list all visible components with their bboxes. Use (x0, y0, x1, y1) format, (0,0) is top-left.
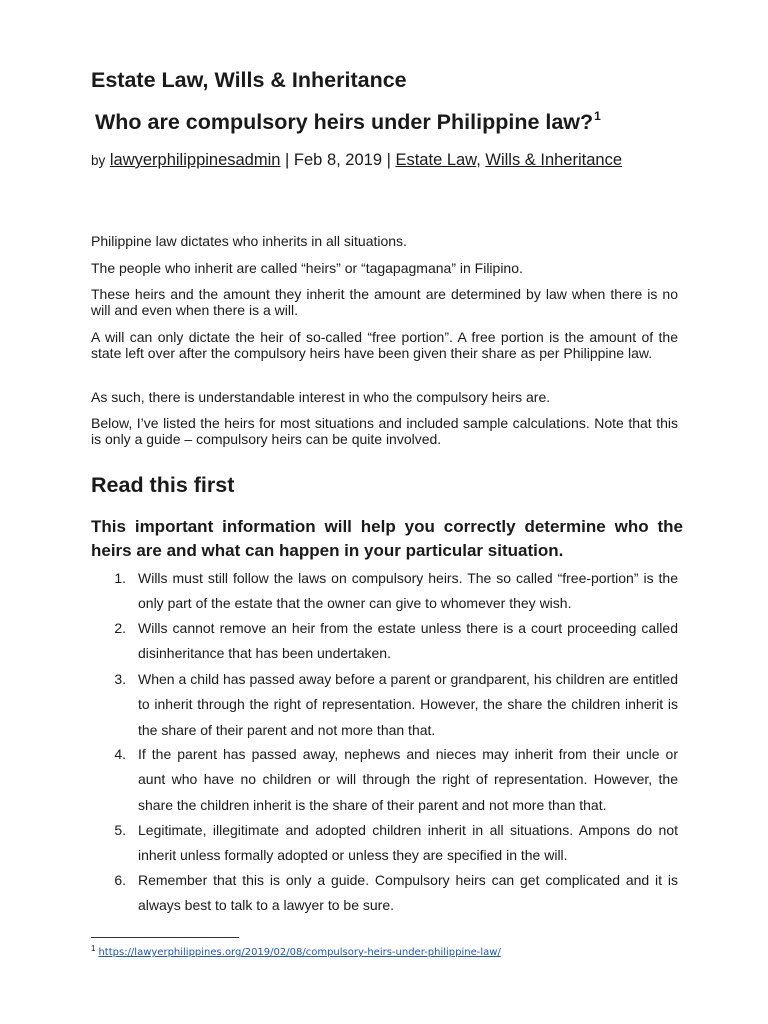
author-link[interactable]: lawyerphilippinesadmin (109, 151, 281, 169)
byline (91, 148, 691, 173)
category-link-estate-law[interactable]: Estate Law (395, 151, 477, 169)
footnote (91, 942, 501, 960)
byline-separator: | (280, 151, 294, 169)
category-comma: , (476, 151, 486, 169)
byline-prefix: by (91, 153, 106, 168)
list-number: 6. (114, 872, 126, 888)
list-text: Legitimate, illegitimate and adopted children inherit in all situations. Ampons do not inherit unless formally adopted or unless they are specified in the will. (138, 822, 678, 864)
list-number: 1. (114, 570, 126, 586)
footnote-marker: 1 (91, 944, 96, 953)
section-subheading: This important information will help you correctly determine who the heirs are and what can happen in your particular situation. (91, 517, 683, 560)
document-title: Estate Law, Wills & Inheritance (91, 68, 407, 92)
section-heading: Read this first (91, 473, 235, 497)
list-text: Wills must still follow the laws on compulsory heirs. The so called “free-portion” is the only part of the estate that the owner can give to whomever they wish. (138, 570, 678, 612)
list-number: 4. (114, 746, 126, 762)
paragraph: These heirs and the amount they inherit the amount are determined by law when there is no will and even when there is a will. (91, 286, 678, 318)
paragraph: A will can only dictate the heir of so-called “free portion”. A free portion is the amount of the state left over after the compulsory heirs have been given their share as per Philippine law. (91, 329, 678, 361)
paragraph: As such, there is understandable interest in who the compulsory heirs are. (91, 389, 551, 405)
post-date: Feb 8, 2019 (293, 151, 382, 169)
footnote-url-link[interactable]: https://lawyerphilippines.org/2019/02/08/compulsory-heirs-under-philippine-law/ (98, 947, 501, 958)
list-number: 2. (114, 620, 126, 636)
question-text: Who are compulsory heirs under Philippine law? (95, 110, 594, 134)
footnote-reference[interactable]: 1 (594, 109, 601, 123)
paragraph: Below, I’ve listed the heirs for most situations and included sample calculations. Note that this is only a guide – compulsory heirs can be quite involved. (91, 415, 678, 447)
byline-separator: | (382, 151, 396, 169)
list-number: 3. (114, 671, 126, 687)
article-question-heading (95, 102, 601, 136)
paragraph: The people who inherit are called “heirs” or “tagapagmana” in Filipino. (91, 260, 523, 276)
list-text: When a child has passed away before a parent or grandparent, his children are entitled to inherit through the right of representation. However, the share the children inherit is the share of their parent and not more than that. (138, 671, 678, 738)
list-text: Remember that this is only a guide. Compulsory heirs can get complicated and it is always best to talk to a lawyer to be sure. (138, 872, 678, 914)
list-text: If the parent has passed away, nephews and nieces may inherit from their uncle or aunt who have no children or will through the right of representation. However, the share the children inherit is the share of their parent and not more than that. (138, 746, 678, 813)
footnote-separator (91, 937, 239, 938)
list-number: 5. (114, 822, 126, 838)
paragraph: Philippine law dictates who inherits in all situations. (91, 233, 407, 249)
category-link-wills-inheritance[interactable]: Wills & Inheritance (485, 151, 623, 169)
list-text: Wills cannot remove an heir from the estate unless there is a court proceeding called disinheritance that has been undertaken. (138, 620, 678, 662)
